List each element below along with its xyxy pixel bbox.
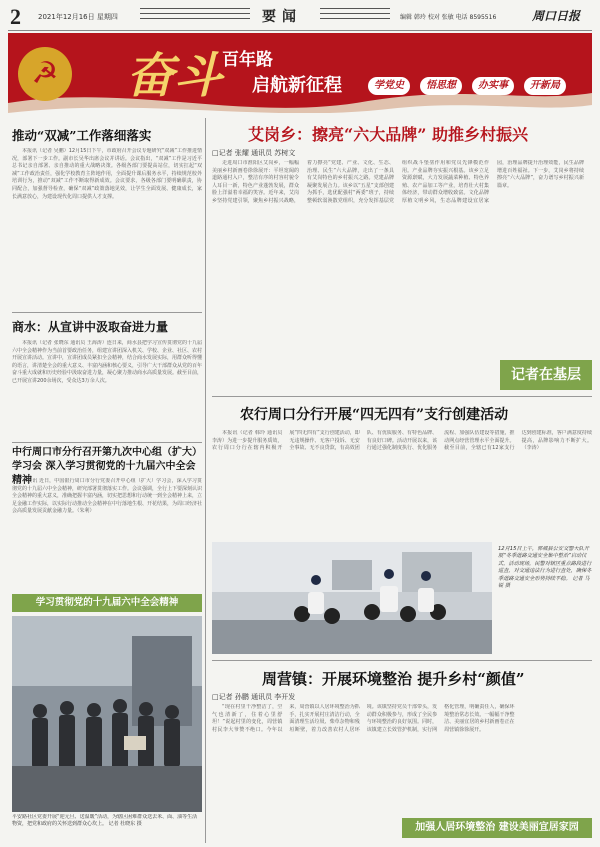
banner-calligraphy: 奋斗 [126,48,223,104]
divider [12,312,202,313]
party-emblem-icon: ☭ [18,47,72,101]
issue-date: 2021年12月16日 星期四 [38,13,118,21]
article-3-body: 本报讯 近日，中国银行周口市分行党委召开中心组（扩大）学习会，深入学习贯彻党的十九届六中全会精神，研究部署贯彻落实工作。会议强调，全行上下要深刻认识全会精神的重大意义，准确把握丰富内涵，切实把思想和行动统一到全会精神上来，立足金融工作实际，以实际行动推动全会精神在中行落地生根、开花结果，为周口经济社会高质量发展贡献金融力量。（朱利） [12,478,202,515]
article-6-title: 周营镇：开展环境整治 提升乡村“颜值” [262,670,525,688]
article-4-byline: □记者 张耀 通讯员 苏树文 [212,149,296,157]
topic-tag-liuzhong: 学习贯彻党的十九届六中全会精神 [12,594,202,612]
police-motorcade-photo [212,542,492,654]
divider [12,442,202,443]
newspaper-logo: 周口日报 [532,9,581,23]
topic-tag-renju: 加强人居环境整治 建设美丽宜居家园 [402,818,592,838]
banner-line-2: 启航新征程 [252,75,342,96]
editor-contact: 编辑 韩玲 校对 张敏 电话 8595516 [400,14,497,21]
motorcycles-graphic [212,542,492,654]
divider [212,396,592,397]
people-figures-graphic [12,616,202,812]
article-6-body: “现在村里干净整洁了，空气也清新了，住着心里舒坦！”说起村里的变化，周营镇村民李大爷赞不绝口。今年以来，周营镇以人居环境整治为抓手，扎实开展村庄清洁行动，全面清理生活垃圾、柴草杂物和残垣断壁，着力改善农村人居环境。该镇坚持党员干部带头，发动群众积极参与，形成了全民参与环境整治的良好氛围。同时，该镇建立长效管护机制，实行网格化管理，明确责任人，确保环境整治常态长效。一幅幅干净整洁、美丽宜居的乡村新画卷正在周营镇徐徐展开。 [212,704,515,733]
community-photo [12,616,202,812]
banner-line-1: 百年路 [222,50,273,70]
article-4-title: 艾岗乡：擦亮“六大品牌” 助推乡村振兴 [248,125,528,144]
banner-pill-3: 办实事 [472,77,514,95]
banner-pill-2: 悟思想 [420,77,462,95]
article-2-body: 本报讯（记者 张晓东 通讯员 王海涛）连日来，商水县把学习宣传贯彻党的十九届六中全会精神作为当前首要政治任务，组建宣讲团深入机关、学校、企业、社区、农村开展宣讲活动。宣讲中，宣讲团成员紧扣全会精神，结合商水发展实际，用群众听得懂的语言，讲清楚全会的重大意义、丰富内涵和核心要义，引导广大干部群众从党的百年奋斗重大成就和历史经验中汲取奋进力量，凝心聚力推动商水高质量发展。截至目前，已开展宣讲200余场次，受众达3万余人次。 [12,340,202,384]
divider [212,660,592,661]
article-2-title: 商水：从宣讲中汲取奋进力量 [12,320,169,334]
centenary-banner [8,33,592,113]
masthead-bar [0,0,600,34]
photo-2-caption: 12月15日上午，郸城县公安交警大队开展“冬季道路交通安全集中整治”启动仪式。活动现场，民警对辖区重点路段进行巡查，对交通违法行为进行查处，确保冬季道路交通安全形势持续平稳。 记者 马锐 摄 [498,546,592,590]
column-divider [205,118,206,843]
article-3-title: 中行周口市分行召开第九次中心组（扩大）学习会 深入学习贯彻党的十九届六中全会精神 [12,447,202,486]
banner-pill-4: 开新局 [524,77,566,95]
article-1-title: 推动“双减”工作落细落实 [12,128,152,143]
header-decor-left [140,8,250,32]
article-5-title: 农行周口分行开展“四无四有”支行创建活动 [240,407,509,423]
header-decor-right [320,8,390,32]
article-4-body: 走进周口市淮阳区艾岗乡，一幅幅美丽乡村新画卷徐徐展开：平坦宽阔的道路通村入户，整洁有序的村容村貌令人耳目一新，特色产业蓬勃发展，群众脸上洋溢着幸福的笑容。近年来，艾岗乡坚持党建引领，聚焦乡村振兴战略，着力擦亮“党建、产业、文化、生态、治理、民生”六大品牌，走出了一条具有艾岗特色的乡村振兴之路。党建品牌凝聚发展合力。该乡以“五星”支部创建为抓手，选优配强村“两委”班子，持续整顿软弱涣散党组织，充分发挥基层党组织战斗堡垒作用和党员先锋模范作用。产业品牌夯实振兴根基。该乡立足资源禀赋，大力发展蔬菜种植、特色养殖、农产品加工等产业，培育壮大村集体经济，带动群众增收致富。文化品牌厚植文明乡风，生态品牌建设宜居家园，治理品牌提升治理效能，民生品牌增进百姓福祉。下一步，艾岗乡将持续擦亮“六大品牌”，奋力谱写乡村振兴新篇章。 [212,160,584,204]
article-1-body: 本报讯（记者 吴鹏）12月15日下午，市政府召开会议专题研究“双减”工作推进情况，部署下一步工作。副市长吴华出席会议并讲话。会议指出，“双减”工作是习近平总书记亲自部署、亲自推动的重大战略决策。各级各部门要提高站位，切实扛起“双减”工作政治责任，强化学校教育主阵地作用，全面提升课后服务水平，持续规范校外培训行为，推动“双减”工作不断取得新成效。会议要求，各级各部门要明确职责，协同配合，加强督导检查，确保“双减”政策落地见效，让学生全面发展、健康成长，家长满意放心，为建设现代化周口提供人才支撑。 [12,148,202,200]
photo-1-caption: 平安路社区党委开展“迎元旦、送温暖”活动，为辖区困难群众送去米、面、油等生活物资，把党和政府的关怀送到群众心坎上。 记者 杜晓东 摄 [12,814,198,827]
section-title: 要闻 [262,9,302,25]
article-6-byline: □记者 孙鹏 通讯员 李开发 [212,693,296,701]
article-5-body: 本报讯（记者 韩玲 通讯员 李涛）为进一步提升服务质效，农行周口分行在辖内积极开展“四无四有”支行创建活动，即无违规操作、无客户投诉、无安全事故、无不良贷款，有高效团队、有优质服务、有特色品牌、有良好口碑。活动开展以来，该行通过强化制度执行、优化服务流程、加强队伍建设等措施，推动网点经营管理水平全面提升。截至目前，全辖已有12家支行达到创建标准，客户满意度持续提高，品牌影响力不断扩大。（李涛） [212,430,592,452]
banner-pill-1: 学党史 [368,77,410,95]
header-rule [8,30,592,31]
page-number: 2 [10,4,21,29]
column-tag-jizhe: 记者在基层 [500,360,592,390]
